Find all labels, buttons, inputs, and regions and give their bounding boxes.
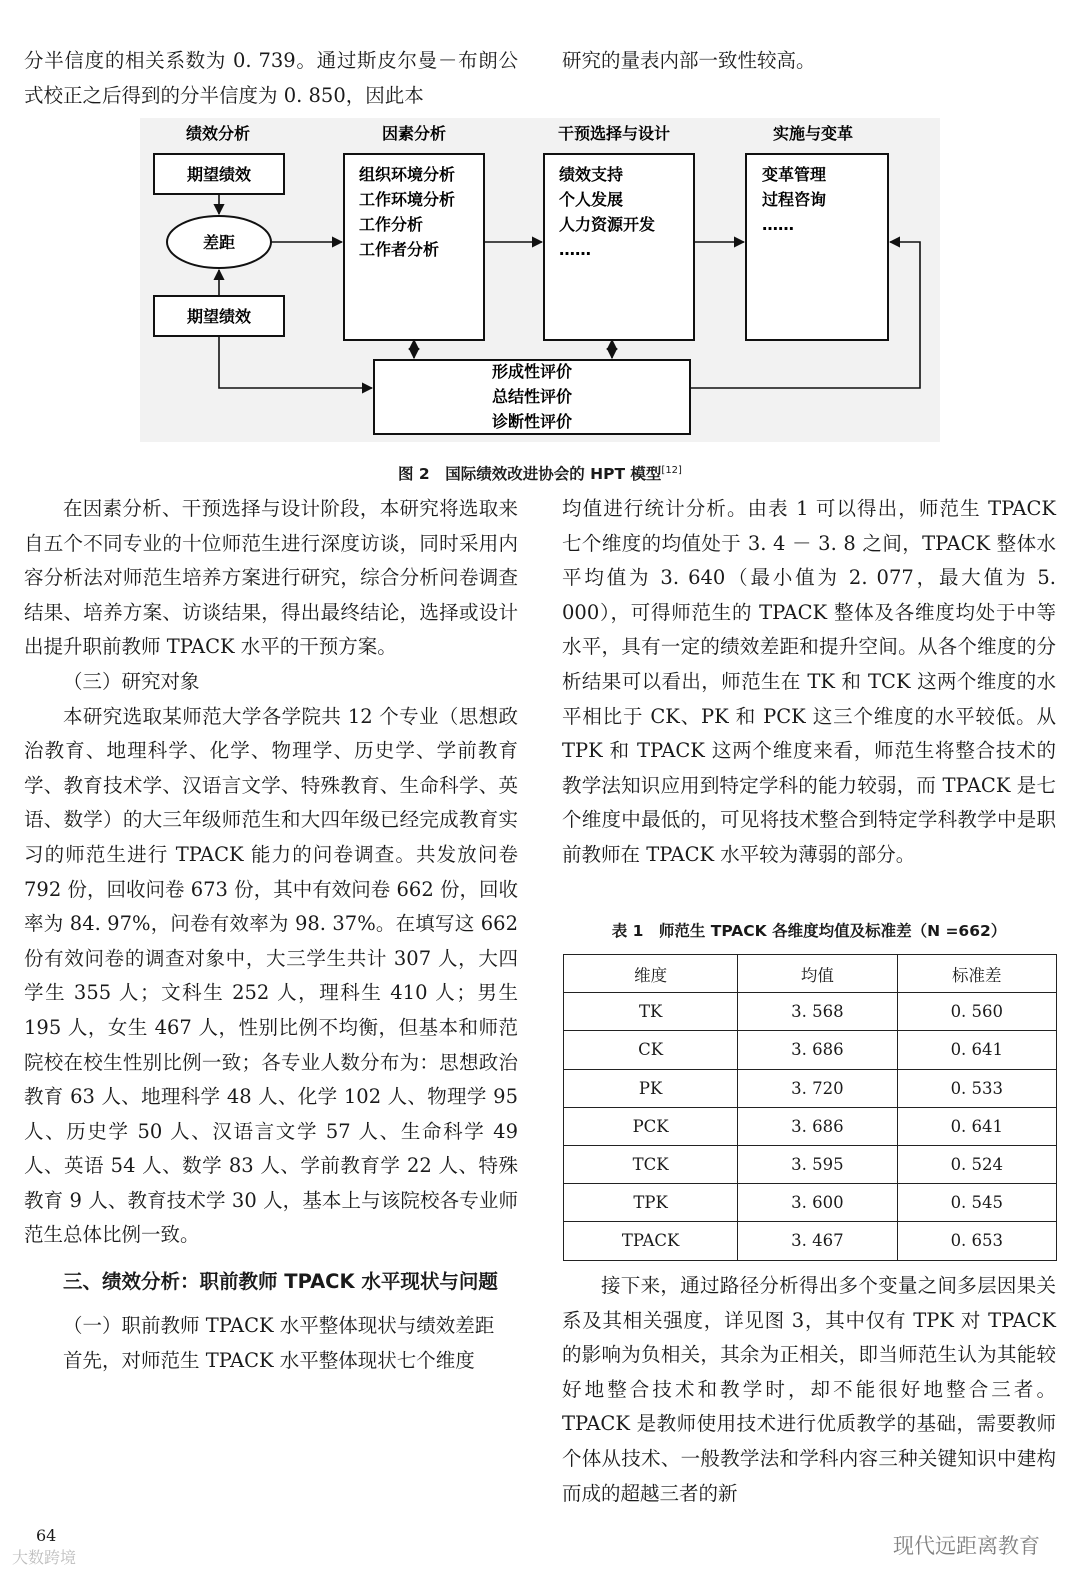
table-cell: 3. 595	[738, 1145, 897, 1183]
col-title-factor: 因素分析	[381, 124, 447, 143]
table-cell: PK	[564, 1069, 738, 1107]
col-title-performance: 绩效分析	[185, 124, 251, 143]
paragraph: 在因素分析、干预选择与设计阶段，本研究将选取来自五个不同专业的十位师范生进行深度访谈，同时采用内容分析法对师范生培养方案进行研究，综合分析问卷调查结果、培养方案、访谈结果，得出最终结论，选择或设计出提升职前教师 TPACK 水平的干预方案。	[24, 497, 518, 659]
table-row	[564, 1069, 1057, 1107]
page-number: 64	[36, 1526, 57, 1545]
gap-label: 差距	[202, 233, 236, 252]
factor-item: 工作环境分析	[359, 190, 456, 209]
table-row	[564, 1031, 1057, 1069]
table-row	[564, 1184, 1057, 1222]
paragraph-continued: 研究的量表内部一致性较高。	[562, 49, 816, 72]
table-header: 均值	[738, 955, 897, 993]
hpt-diagram	[140, 118, 940, 448]
table-header: 标准差	[897, 955, 1056, 993]
evaluation-item: 诊断性评价	[491, 412, 573, 431]
table-cell: 3. 467	[738, 1222, 897, 1260]
change-item: 变革管理	[762, 165, 827, 184]
table-cell: TPACK	[564, 1222, 738, 1260]
expected-performance-top-label: 期望绩效	[186, 165, 252, 184]
table-cell: 0. 641	[897, 1031, 1056, 1069]
figure-caption-ref: [12]	[661, 464, 682, 476]
change-item: ……	[762, 215, 794, 234]
watermark: 现代远距离教育	[893, 1534, 1040, 1558]
factor-item: 工作分析	[359, 215, 424, 234]
factor-item: 组织环境分析	[359, 165, 456, 184]
intervention-item: 个人发展	[559, 190, 624, 209]
left-column-main	[24, 492, 518, 1378]
table-row	[564, 1145, 1057, 1183]
table-cell: 3. 720	[738, 1069, 897, 1107]
table-cell: TPK	[564, 1184, 738, 1222]
table-cell: 0. 524	[897, 1145, 1056, 1183]
subsection-heading: （一）职前教师 TPACK 水平整体现状与绩效差距	[63, 1314, 495, 1338]
section-heading: 三、绩效分析：职前教师 TPACK 水平现状与问题	[63, 1270, 498, 1294]
col-title-intervention: 干预选择与设计	[557, 124, 671, 143]
right-column-bottom	[562, 1269, 1056, 1511]
factor-item: 工作者分析	[359, 240, 440, 259]
table-caption: 表 1 师范生 TPACK 各维度均值及标准差（N =662）	[611, 922, 1007, 940]
table-cell: TK	[564, 993, 738, 1031]
table-cell: 3. 568	[738, 993, 897, 1031]
figure-caption-text: 图 2 国际绩效改进协会的 HPT 模型	[398, 465, 662, 483]
col-title-change: 实施与变革	[772, 124, 854, 143]
table-cell: 0. 641	[897, 1107, 1056, 1145]
paragraph: 本研究选取某师范大学各学院共 12 个专业（思想政治教育、地理科学、化学、物理学、历史学、学前教育学、教育技术学、汉语言文学、特殊教育、生命科学、英语、数学）的大三年级师范生和大四年级已经完成教育实习的师范生进行 TPACK 能力的问卷调查。共发放问卷 792 份，回收问卷 673 份，其中有效问卷 662 份，回收率为 84. 97%，问卷有效率为 98. 37%。在填写这 662 份有效问卷的调查对象中，大三学生共计 307 人，大四学生 355 人；文科生 252 人，理科生 410 人；男生 195 人，女生 467 人，性别比例不均衡，但基本和师范院校在校生性别比例一致；各专业人数分布为：思想政治教育 63 人、地理科学 48 人、化学 102 人、物理学 95 人、历史学 50 人、汉语言文学 57 人、生命科学 49 人、英语 54 人、数学 83 人、学前教育学 22 人、特殊教育 9 人、教育技术学 30 人，基本上与该院校各专业师范生总体比例一致。	[24, 704, 518, 1247]
intervention-item: ……	[559, 240, 591, 259]
evaluation-item: 总结性评价	[491, 387, 573, 406]
expected-performance-bottom-label: 期望绩效	[186, 307, 252, 326]
evaluation-item: 形成性评价	[491, 362, 573, 381]
table-cell: PCK	[564, 1107, 738, 1145]
table-cell: 3. 686	[738, 1031, 897, 1069]
table-cell: 0. 560	[897, 993, 1056, 1031]
paragraph-continued: 均值进行统计分析。由表 1 可以得出，师范生 TPACK 七个维度的均值处于 3. 4 － 3. 8 之间，TPACK 整体水平均值为 3. 640（最小值为 2. 077，最大值为 5. 000），可得师范生的 TPACK 整体及各维度均处于中等水平，具有一定的绩效差距和提升空间。从各个维度的分析结果可以看出，师范生在 TK 和 TCK 这两个维度的水平相比于 CK、PK 和 PCK 这三个维度的水平较低。从 TPK 和 TPACK 这两个维度来看，师范生将整合技术的教学法知识应用到特定学科的能力较弱，而 TPACK 是七个维度中最低的，可见将技术整合到特定学科教学中是职前教师在 TPACK 水平较为薄弱的部分。	[562, 497, 1056, 866]
table-cell: 0. 545	[897, 1184, 1056, 1222]
hpt-model-figure	[140, 118, 940, 448]
right-column-top	[562, 44, 1056, 79]
right-column-main	[562, 492, 1056, 873]
table-header: 维度	[564, 955, 738, 993]
tpack-stats-table	[563, 954, 1057, 1261]
table-cell: CK	[564, 1031, 738, 1069]
change-item: 过程咨询	[762, 190, 827, 209]
paragraph: 接下来，通过路径分析得出多个变量之间多层因果关系及其相关强度，详见图 3，其中仅有 TPK 对 TPACK 的影响为负相关，其余为正相关，即当师范生认为其能较好地整合技术和教学时，却不能很好地整合三者。TPACK 是教师使用技术进行优质教学的基础，需要教师个体从技术、一般教学法和学科内容三种关键知识中建构而成的超越三者的新	[562, 1274, 1056, 1505]
left-column-top	[24, 44, 518, 113]
table-cell: 0. 653	[897, 1222, 1056, 1260]
intervention-item: 绩效支持	[559, 165, 624, 184]
paragraph: 首先，对师范生 TPACK 水平整体现状七个维度	[63, 1348, 475, 1372]
figure-caption	[0, 462, 1080, 484]
table-row	[564, 1107, 1057, 1145]
watermark-left: 大数跨境	[12, 1548, 77, 1567]
paragraph-continued: 分半信度的相关系数为 0. 739。通过斯皮尔曼－布朗公式校正之后得到的分半信度为 0. 850，因此本	[24, 49, 518, 107]
table-header-row	[564, 955, 1057, 993]
table-row	[564, 993, 1057, 1031]
table-cell: 0. 533	[897, 1069, 1056, 1107]
table-cell: 3. 686	[738, 1107, 897, 1145]
table-row	[564, 1222, 1057, 1260]
intervention-item: 人力资源开发	[559, 215, 656, 234]
table-cell: 3. 600	[738, 1184, 897, 1222]
table-cell: TCK	[564, 1145, 738, 1183]
subheading-research-subject: （三）研究对象	[63, 669, 200, 693]
